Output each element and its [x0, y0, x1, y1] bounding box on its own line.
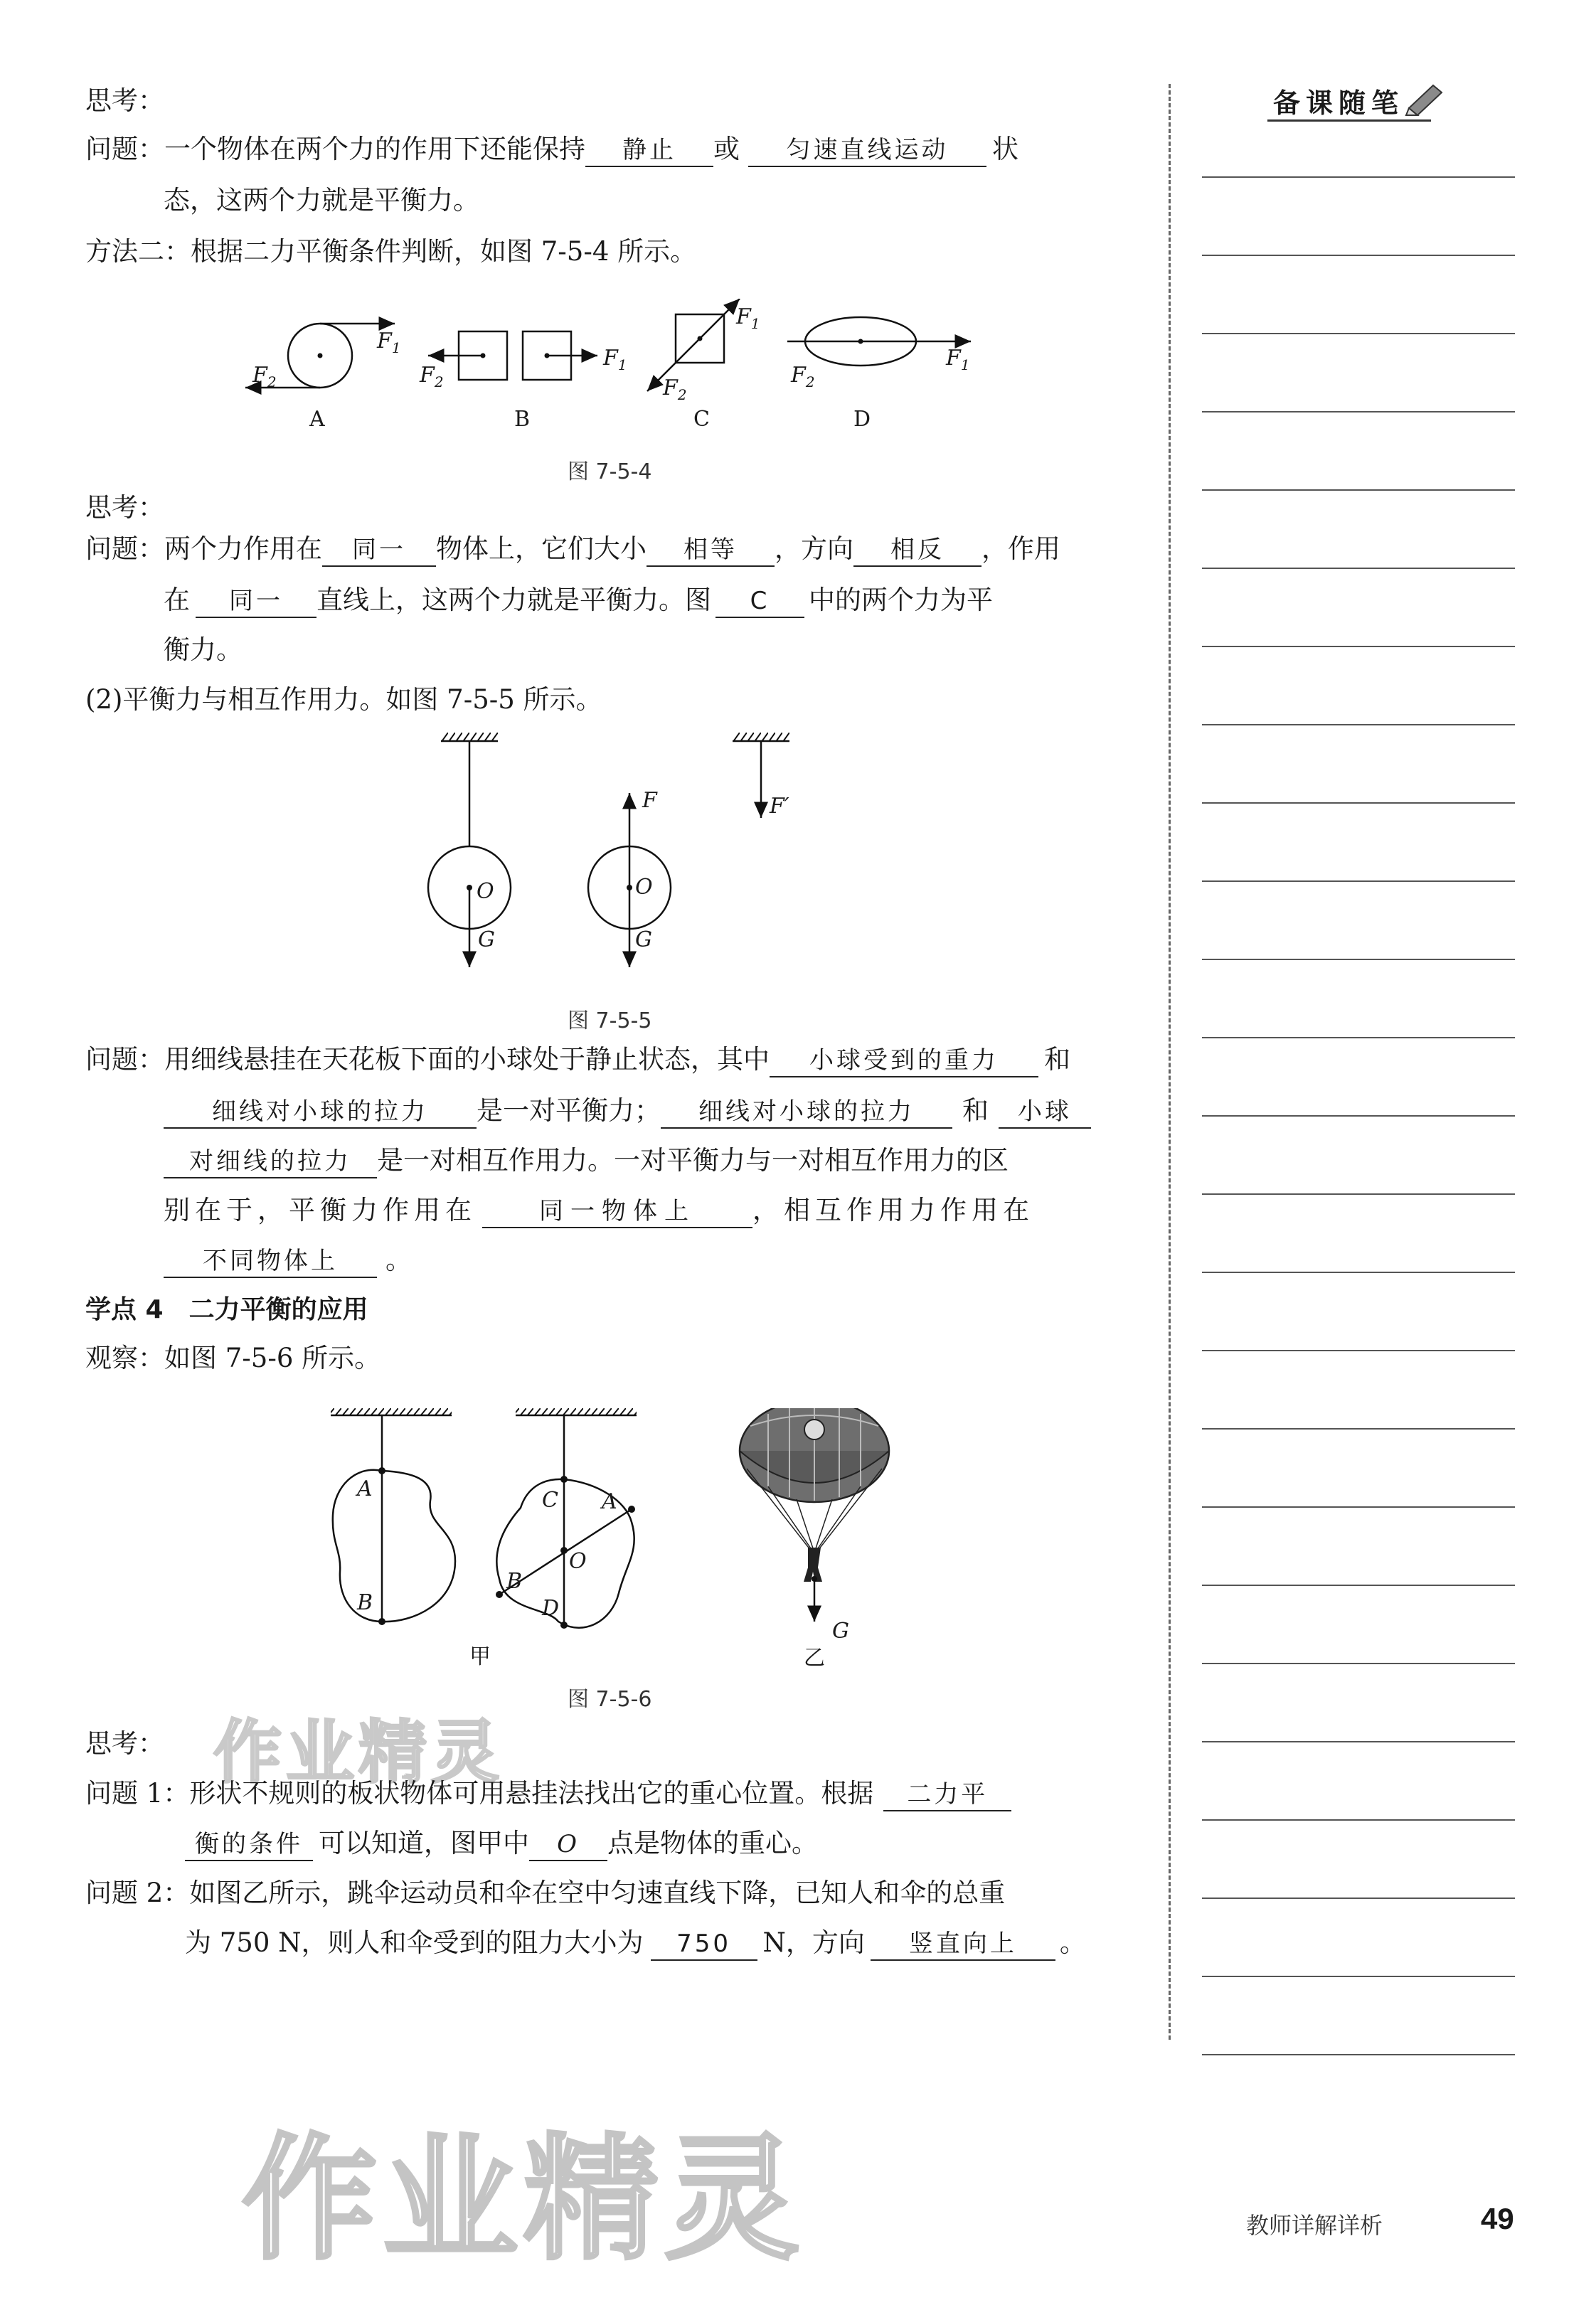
- text: 是一对相互作用力。一对平衡力与一对相互作用力的区: [377, 1145, 1009, 1176]
- watermark-large: 作业精灵: [242, 2121, 806, 2278]
- text: 别在于，平衡力作用在: [164, 1195, 477, 1225]
- watermark-small: 作业精灵: [213, 1713, 504, 1792]
- text: 和: [1044, 1044, 1070, 1075]
- question-parachute: 问题 2：如图乙所示，跳伞运动员和伞在空中匀速直线下降，已知人和伞的总重: [85, 1878, 1006, 1908]
- label-f2-c: $F_2$: [663, 376, 687, 403]
- answer-blank[interactable]: 同一: [196, 585, 316, 618]
- text: ，方向: [775, 533, 853, 564]
- label-f1-d: $F_1$: [946, 346, 970, 373]
- label-G: G: [832, 1619, 849, 1644]
- label-b: B: [514, 407, 531, 432]
- answer-blank[interactable]: 相等: [647, 534, 775, 567]
- text: 。: [1059, 1927, 1086, 1958]
- text: 可以知道，图甲中: [319, 1828, 529, 1858]
- note-line: [1202, 176, 1515, 178]
- note-line: [1202, 1663, 1515, 1664]
- answer-blank[interactable]: 竖直向上: [871, 1928, 1055, 1961]
- note-line: [1202, 1272, 1515, 1273]
- question-balance-vs-interaction-5: [164, 1243, 412, 1278]
- answer-blank[interactable]: 匀速直线运动: [748, 134, 986, 167]
- note-line: [1202, 1819, 1515, 1821]
- text: ，作用: [981, 533, 1060, 564]
- text: 和: [962, 1095, 989, 1126]
- figure-7-5-6: [313, 1408, 896, 1678]
- answer-blank[interactable]: 对细线的拉力: [164, 1146, 377, 1178]
- pencil-icon: [1405, 80, 1447, 117]
- text: 。: [385, 1245, 412, 1275]
- label-f1-b: $F_1$: [603, 346, 627, 373]
- text: 状: [992, 134, 1018, 164]
- label-o-1: O: [477, 879, 494, 904]
- question-balance-conditions: [85, 532, 1060, 567]
- note-line: [1202, 1428, 1515, 1430]
- observe-text: 观察：如图 7-5-6 所示。: [85, 1343, 381, 1373]
- question-balance-vs-interaction-3: [164, 1144, 1009, 1178]
- think-label-1: 思考：: [85, 85, 164, 116]
- note-line: [1202, 255, 1515, 256]
- label-B-left: B: [357, 1590, 373, 1615]
- text: 点是物体的重心。: [607, 1828, 818, 1858]
- label-f-prime: F′: [770, 794, 789, 819]
- label-g-1: G: [478, 927, 495, 952]
- text: 中的两个力为平: [809, 585, 993, 615]
- question-parachute-2: [185, 1926, 1086, 1961]
- text: 问题：用细线悬挂在天花板下面的小球处于静止状态，其中: [85, 1044, 770, 1075]
- answer-blank[interactable]: 同一: [322, 534, 436, 567]
- answer-blank[interactable]: O: [529, 1829, 607, 1861]
- method-two: 方法二：根据二力平衡条件判断，如图 7-5-4 所示。: [85, 236, 697, 267]
- figure-caption-756: 图 7-5-6: [568, 1687, 652, 1712]
- text: 或: [713, 134, 740, 164]
- sidebar-title: 备课随笔: [1273, 87, 1405, 119]
- think-label-3: 思考：: [85, 1728, 164, 1759]
- label-f2-a: $F_2$: [252, 363, 277, 390]
- text: 问题 1：形状不规则的板状物体可用悬挂法找出它的重心位置。根据: [85, 1778, 874, 1809]
- footer-label: 教师详解详析: [1246, 2212, 1383, 2239]
- label-d: D: [853, 407, 871, 432]
- note-line: [1202, 1037, 1515, 1038]
- label-A-left: A: [357, 1476, 373, 1501]
- note-line: [1202, 568, 1515, 569]
- answer-blank[interactable]: 小球: [999, 1096, 1091, 1129]
- label-o-2: O: [635, 875, 653, 900]
- text: 在: [164, 585, 190, 615]
- note-line: [1202, 1585, 1515, 1586]
- note-line: [1202, 1897, 1515, 1899]
- question-center-of-gravity: [85, 1777, 1011, 1811]
- label-f1-a: $F_1$: [377, 329, 401, 356]
- label-f1-c: $F_1$: [736, 304, 760, 332]
- note-line: [1202, 1976, 1515, 1977]
- note-line: [1202, 333, 1515, 334]
- text: 物体上，它们大小: [436, 533, 647, 564]
- text: 直线上，这两个力就是平衡力。图: [316, 585, 711, 615]
- answer-blank[interactable]: C: [715, 585, 804, 618]
- section-heading-4: 学点 4 二力平衡的应用: [85, 1295, 368, 1324]
- note-line: [1202, 802, 1515, 804]
- note-line: [1202, 1506, 1515, 1508]
- answer-blank[interactable]: 二力平: [883, 1779, 1011, 1811]
- label-D: D: [542, 1596, 560, 1621]
- answer-blank[interactable]: 小球受到的重力: [770, 1045, 1038, 1077]
- note-line: [1202, 1115, 1515, 1117]
- question-balance-state-cont: 态，这两个力就是平衡力。: [164, 185, 479, 215]
- answer-blank[interactable]: 衡的条件: [185, 1829, 313, 1861]
- figure-caption-755: 图 7-5-5: [568, 1008, 652, 1033]
- parachute-illustration: [740, 1408, 889, 1622]
- answer-blank[interactable]: 750: [651, 1928, 757, 1961]
- text: 为 750 N，则人和伞受到的阻力大小为: [185, 1927, 644, 1958]
- think-label-2: 思考：: [85, 492, 164, 523]
- label-c: C: [693, 407, 710, 432]
- note-line: [1202, 880, 1515, 882]
- answer-blank[interactable]: 相反: [853, 534, 981, 567]
- text: 问题：两个力作用在: [85, 533, 322, 564]
- figure-caption-754: 图 7-5-4: [568, 459, 652, 484]
- note-line: [1202, 646, 1515, 647]
- page-number: 49: [1481, 2202, 1514, 2235]
- note-line: [1202, 411, 1515, 412]
- label-C: C: [542, 1488, 558, 1513]
- answer-blank[interactable]: 细线对小球的拉力: [164, 1096, 477, 1129]
- question-balance-vs-interaction: [85, 1043, 1070, 1077]
- note-line: [1202, 2054, 1515, 2055]
- question-balance-conditions-end: 衡力。: [164, 634, 243, 665]
- label-yi: 乙: [804, 1646, 825, 1671]
- sidebar-divider: [1169, 84, 1171, 2040]
- note-line: [1202, 1741, 1515, 1742]
- note-line: [1202, 724, 1515, 725]
- text: 问题：一个物体在两个力的作用下还能保持: [85, 134, 585, 164]
- note-line: [1202, 1193, 1515, 1195]
- label-a: A: [309, 407, 325, 432]
- text: 是一对平衡力；: [477, 1095, 661, 1126]
- note-line: [1202, 1350, 1515, 1351]
- text: N，方向: [762, 1927, 865, 1958]
- label-O: O: [569, 1549, 587, 1574]
- question-balance-vs-interaction-4: [164, 1193, 1034, 1228]
- label-B-right: B: [506, 1569, 523, 1594]
- text: ，相互作用力作用在: [752, 1195, 1034, 1225]
- part-two-heading: (2)平衡力与相互作用力。如图 7-5-5 所示。: [85, 684, 602, 715]
- label-A-right: A: [602, 1489, 617, 1514]
- label-g-2: G: [635, 927, 652, 952]
- question-center-of-gravity-2: [185, 1826, 818, 1861]
- question-balance-vs-interaction-2: [164, 1094, 1091, 1129]
- label-f: F: [642, 788, 657, 813]
- sidebar-title-underline: [1267, 119, 1431, 122]
- question-balance-state: [85, 132, 1018, 167]
- answer-blank[interactable]: 细线对小球的拉力: [661, 1096, 952, 1129]
- answer-blank[interactable]: 同一物体上: [482, 1196, 752, 1228]
- label-f2-b: $F_2$: [420, 363, 444, 390]
- answer-blank[interactable]: 静止: [585, 134, 713, 167]
- label-jia: 甲: [469, 1644, 491, 1669]
- answer-blank[interactable]: 不同物体上: [164, 1245, 377, 1278]
- label-f2-d: $F_2$: [791, 363, 815, 390]
- note-line: [1202, 489, 1515, 491]
- note-line: [1202, 959, 1515, 960]
- question-balance-conditions-cont: [164, 583, 993, 618]
